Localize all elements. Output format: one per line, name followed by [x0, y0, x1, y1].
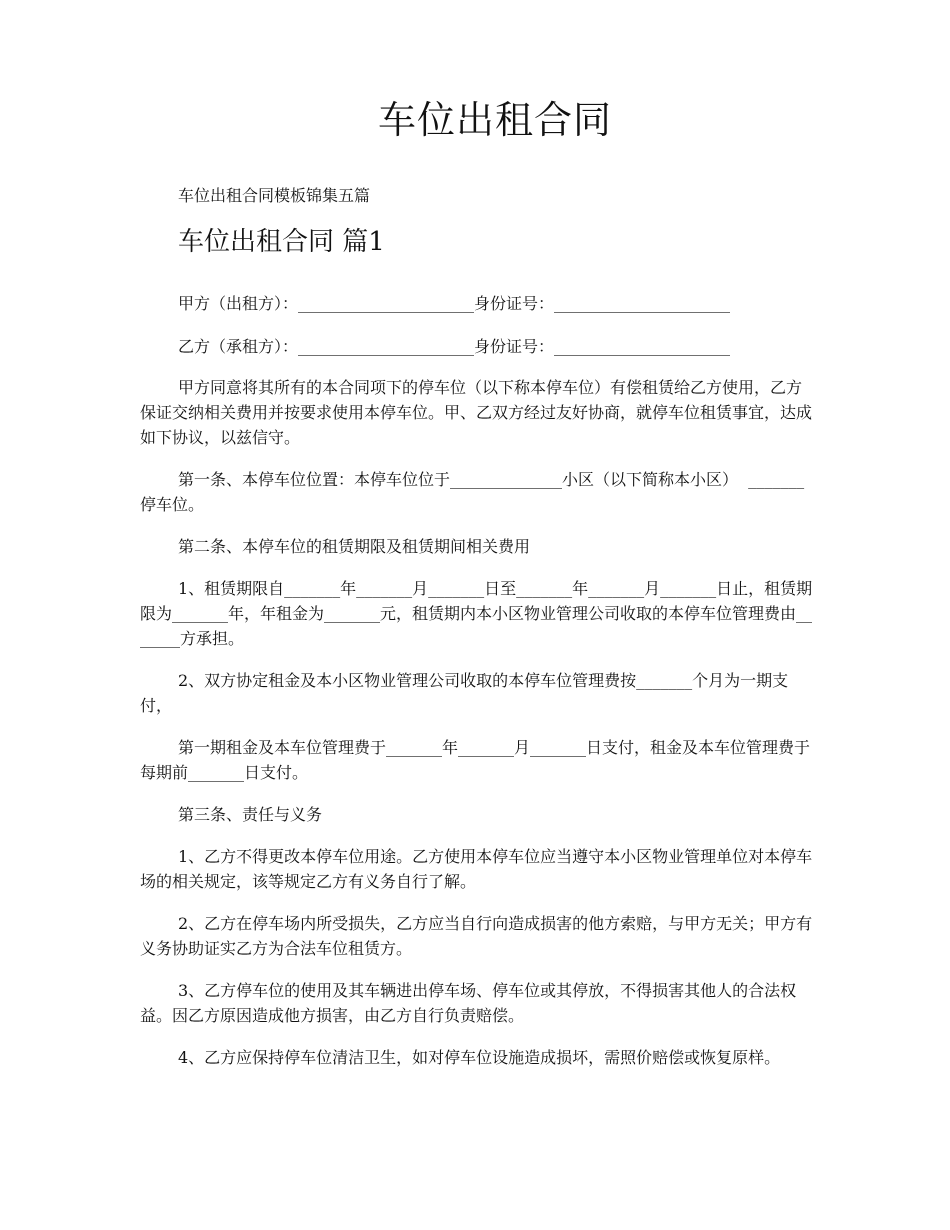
- contract-paragraph-lease-term: 1、租赁期限自_______年_______月_______日至_______年_______月_______日止，租赁期限为_______年，年租金为_______元，租赁期内本小区物业管理公司收取的本停车位管理费由_______方承担。: [140, 579, 813, 648]
- contract-paragraph-first-payment: 第一期租金及本车位管理费于_______年_______月_______日支付，租金及本车位管理费于每期前_______日支付。: [140, 738, 811, 782]
- contract-paragraph-duty-4: 4、乙方应保持停车位清洁卫生，如对停车位设施造成损坏，需照价赔偿或恢复原样。: [178, 1048, 781, 1067]
- contract-paragraph-article-2: 第二条、本停车位的租赁期限及租赁期间相关费用: [178, 537, 531, 556]
- contract-paragraph-duty-3: 3、乙方停车位的使用及其车辆进出停车场、停车位或其停放，不得损害其他人的合法权益。因乙方原因造成他方损害，由乙方自行负责赔偿。: [140, 981, 797, 1025]
- contract-paragraph-payment-period: 2、双方协定租金及本小区物业管理公司收取的本停车位管理费按_______个月为一期支付，: [140, 671, 789, 715]
- party-a-line: 甲方（出租方）：______________________身份证号：______________________: [178, 294, 731, 313]
- party-b-line: 乙方（承租方）：______________________身份证号：______________________: [178, 337, 731, 356]
- section-heading: 车位出租合同 篇1: [178, 227, 385, 257]
- contract-paragraph-article-1: 第一条、本停车位位置：本停车位位于______________小区（以下简称本小区） _______停车位。: [140, 470, 805, 514]
- document-subtitle: 车位出租合同模板锦集五篇: [178, 186, 371, 205]
- contract-paragraph-duty-2: 2、乙方在停车场内所受损失，乙方应当自行向造成损害的他方索赔，与甲方无关；甲方有义务协助证实乙方为合法车位租赁方。: [140, 914, 813, 958]
- contract-paragraph-duty-1: 1、乙方不得更改本停车位用途。乙方使用本停车位应当遵守本小区物业管理单位对本停车场的相关规定，该等规定乙方有义务自行了解。: [140, 847, 813, 891]
- document-title: 车位出租合同: [377, 98, 612, 142]
- contract-paragraph-intro: 甲方同意将其所有的本合同项下的停车位（以下称本停车位）有偿租赁给乙方使用，乙方保证交纳相关费用并按要求使用本停车位。甲、乙双方经过友好协商，就停车位租赁事宜，达成如下协议，以兹信守。: [140, 378, 813, 447]
- contract-paragraph-article-3: 第三条、责任与义务: [178, 805, 323, 824]
